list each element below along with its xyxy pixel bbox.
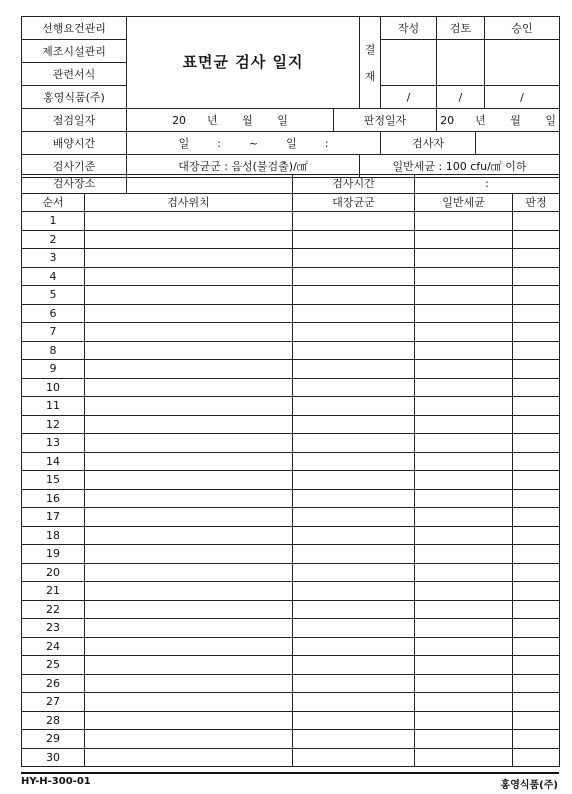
row-general-bacteria-cell[interactable] — [415, 637, 513, 656]
row-location-cell[interactable] — [85, 286, 293, 305]
row-coliform-cell[interactable] — [293, 489, 415, 508]
row-location-cell[interactable] — [85, 748, 293, 767]
table-row — [22, 619, 560, 638]
row-judgement-cell[interactable] — [513, 415, 560, 434]
culture-end-day: 일 — [286, 136, 297, 150]
label-prerequisite: 선행요건관리 — [22, 17, 127, 40]
col-header-judgement: 판정 — [513, 193, 560, 212]
culture-end-colon: : — [324, 136, 329, 150]
row-number: 12 — [22, 415, 85, 434]
row-number: 18 — [22, 526, 85, 545]
row-general-bacteria-cell[interactable] — [415, 360, 513, 379]
row-number: 26 — [22, 674, 85, 693]
row-general-bacteria-cell[interactable] — [415, 249, 513, 268]
approval-label — [360, 17, 381, 109]
table-row — [22, 489, 560, 508]
approval-label-top: 결 — [364, 42, 376, 56]
place-value[interactable] — [127, 175, 293, 194]
label-company: 홍영식품(주) — [22, 86, 127, 109]
approval-col-write: 작성 — [381, 17, 437, 40]
row-judgement-cell[interactable] — [513, 286, 560, 305]
judge-year-prefix: 20 — [440, 113, 455, 127]
row-coliform-cell[interactable] — [293, 230, 415, 249]
date-year-prefix: 20 — [172, 113, 187, 127]
row-general-bacteria-cell[interactable] — [415, 415, 513, 434]
col-header-coliform: 대장균군 — [293, 193, 415, 212]
row-judgement-cell[interactable] — [513, 323, 560, 342]
row-location-cell[interactable] — [85, 304, 293, 323]
inspection-table — [21, 174, 560, 767]
footer-company: 홍영식품(주) — [500, 780, 558, 791]
row-coliform-cell[interactable] — [293, 674, 415, 693]
row-location-cell[interactable] — [85, 637, 293, 656]
row-judgement-cell[interactable] — [513, 711, 560, 730]
inspector-value[interactable] — [476, 132, 560, 155]
row-location-cell[interactable] — [85, 545, 293, 564]
row-number: 11 — [22, 397, 85, 416]
table-row — [22, 434, 560, 453]
criteria-coliform: 대장균군 : 음성(불검출)/㎠ — [127, 155, 360, 178]
row-judgement-cell[interactable] — [513, 619, 560, 638]
row-location-cell[interactable] — [85, 212, 293, 231]
culture-start-colon: : — [217, 136, 221, 150]
row-judgement-cell[interactable] — [513, 637, 560, 656]
row-location-cell[interactable] — [85, 582, 293, 601]
row-location-cell[interactable] — [85, 730, 293, 749]
row-coliform-cell[interactable] — [293, 600, 415, 619]
row-number: 2 — [22, 230, 85, 249]
row-coliform-cell[interactable] — [293, 341, 415, 360]
row-general-bacteria-cell[interactable] — [415, 508, 513, 527]
row-location-cell[interactable] — [85, 415, 293, 434]
label-facility: 제조시설관리 — [22, 40, 127, 63]
row-coliform-cell[interactable] — [293, 397, 415, 416]
row-judgement-cell[interactable] — [513, 471, 560, 490]
col-header-general-bacteria: 일반세균 — [415, 193, 513, 212]
row-general-bacteria-cell[interactable] — [415, 323, 513, 342]
document-code: HY-H-300-01 — [21, 776, 91, 787]
row-number: 3 — [22, 249, 85, 268]
time-label: 검사시간 — [293, 175, 415, 194]
row-coliform-cell[interactable] — [293, 730, 415, 749]
row-general-bacteria-cell[interactable] — [415, 526, 513, 545]
date-day-unit: 일 — [277, 113, 288, 127]
row-coliform-cell[interactable] — [293, 323, 415, 342]
table-row — [22, 656, 560, 675]
row-general-bacteria-cell[interactable] — [415, 563, 513, 582]
culture-start-day: 일 — [178, 136, 190, 150]
col-header-order: 순서 — [22, 193, 85, 212]
row-coliform-cell[interactable] — [293, 508, 415, 527]
col-header-location: 검사위치 — [85, 193, 293, 212]
row-location-cell[interactable] — [85, 674, 293, 693]
row-number: 10 — [22, 378, 85, 397]
row-number: 19 — [22, 545, 85, 564]
sign-box-approve[interactable] — [485, 40, 560, 86]
criteria-label: 검사기준 — [22, 155, 127, 178]
row-coliform-cell[interactable] — [293, 545, 415, 564]
culture-tilde: ~ — [248, 136, 259, 150]
row-judgement-cell[interactable] — [513, 693, 560, 712]
footer-divider — [21, 772, 559, 774]
place-label: 검사장소 — [22, 175, 127, 194]
row-location-cell[interactable] — [85, 434, 293, 453]
header-table — [21, 16, 560, 178]
table-row — [22, 249, 560, 268]
row-number: 23 — [22, 619, 85, 638]
table-row — [22, 748, 560, 767]
row-location-cell[interactable] — [85, 619, 293, 638]
row-number: 21 — [22, 582, 85, 601]
row-number: 7 — [22, 323, 85, 342]
row-coliform-cell[interactable] — [293, 563, 415, 582]
row-location-cell[interactable] — [85, 230, 293, 249]
sign-box-write[interactable] — [381, 40, 437, 86]
row-general-bacteria-cell[interactable] — [415, 711, 513, 730]
row-judgement-cell[interactable] — [513, 341, 560, 360]
row-general-bacteria-cell[interactable] — [415, 212, 513, 231]
date-box-review[interactable]: / — [437, 86, 485, 109]
row-coliform-cell[interactable] — [293, 360, 415, 379]
row-number: 28 — [22, 711, 85, 730]
row-judgement-cell[interactable] — [513, 563, 560, 582]
row-coliform-cell[interactable] — [293, 249, 415, 268]
table-row — [22, 230, 560, 249]
row-judgement-cell[interactable] — [513, 378, 560, 397]
judge-day-unit: 일 — [545, 113, 556, 127]
approval-label-bottom: 재 — [364, 69, 376, 83]
table-row — [22, 637, 560, 656]
row-coliform-cell[interactable] — [293, 748, 415, 767]
judge-month-unit: 월 — [510, 113, 521, 127]
row-general-bacteria-cell[interactable] — [415, 434, 513, 453]
row-location-cell[interactable] — [85, 378, 293, 397]
table-row — [22, 397, 560, 416]
row-judgement-cell[interactable] — [513, 452, 560, 471]
row-location-cell[interactable] — [85, 711, 293, 730]
row-number: 9 — [22, 360, 85, 379]
row-judgement-cell[interactable] — [513, 360, 560, 379]
row-location-cell[interactable] — [85, 563, 293, 582]
table-row — [22, 582, 560, 601]
row-number: 17 — [22, 508, 85, 527]
row-coliform-cell[interactable] — [293, 693, 415, 712]
row-judgement-cell[interactable] — [513, 267, 560, 286]
row-location-cell[interactable] — [85, 360, 293, 379]
table-row — [22, 341, 560, 360]
row-location-cell[interactable] — [85, 397, 293, 416]
row-general-bacteria-cell[interactable] — [415, 230, 513, 249]
row-location-cell[interactable] — [85, 341, 293, 360]
inspector-label: 검사자 — [381, 132, 476, 155]
date-box-write[interactable]: / — [381, 86, 437, 109]
row-judgement-cell[interactable] — [513, 397, 560, 416]
row-general-bacteria-cell[interactable] — [415, 304, 513, 323]
row-coliform-cell[interactable] — [293, 711, 415, 730]
row-number: 6 — [22, 304, 85, 323]
row-general-bacteria-cell[interactable] — [415, 286, 513, 305]
table-row — [22, 545, 560, 564]
table-row — [22, 508, 560, 527]
row-number: 13 — [22, 434, 85, 453]
row-judgement-cell[interactable] — [513, 600, 560, 619]
table-row — [22, 471, 560, 490]
row-coliform-cell[interactable] — [293, 526, 415, 545]
row-judgement-cell[interactable] — [513, 304, 560, 323]
judge-date-label: 판정일자 — [334, 109, 437, 132]
row-general-bacteria-cell[interactable] — [415, 693, 513, 712]
row-coliform-cell[interactable] — [293, 656, 415, 675]
table-row — [22, 304, 560, 323]
judge-date-value[interactable] — [437, 109, 560, 132]
row-number: 15 — [22, 471, 85, 490]
row-judgement-cell[interactable] — [513, 582, 560, 601]
judge-year-unit: 년 — [475, 113, 486, 127]
date-box-approve[interactable]: / — [485, 86, 560, 109]
table-row — [22, 674, 560, 693]
row-coliform-cell[interactable] — [293, 286, 415, 305]
row-general-bacteria-cell[interactable] — [415, 397, 513, 416]
table-row — [22, 212, 560, 231]
table-row — [22, 286, 560, 305]
approval-col-review: 검토 — [437, 17, 485, 40]
row-coliform-cell[interactable] — [293, 637, 415, 656]
row-location-cell[interactable] — [85, 249, 293, 268]
label-related-form: 관련서식 — [22, 63, 127, 86]
row-general-bacteria-cell[interactable] — [415, 600, 513, 619]
row-general-bacteria-cell[interactable] — [415, 748, 513, 767]
row-number: 25 — [22, 656, 85, 675]
row-number: 22 — [22, 600, 85, 619]
row-location-cell[interactable] — [85, 508, 293, 527]
row-location-cell[interactable] — [85, 452, 293, 471]
row-general-bacteria-cell[interactable] — [415, 267, 513, 286]
row-judgement-cell[interactable] — [513, 656, 560, 675]
row-coliform-cell[interactable] — [293, 212, 415, 231]
row-location-cell[interactable] — [85, 600, 293, 619]
row-coliform-cell[interactable] — [293, 378, 415, 397]
row-location-cell[interactable] — [85, 526, 293, 545]
inspection-rows — [22, 212, 560, 767]
row-general-bacteria-cell[interactable] — [415, 452, 513, 471]
table-row — [22, 452, 560, 471]
table-row — [22, 323, 560, 342]
row-number: 5 — [22, 286, 85, 305]
row-judgement-cell[interactable] — [513, 489, 560, 508]
row-general-bacteria-cell[interactable] — [415, 341, 513, 360]
row-coliform-cell[interactable] — [293, 434, 415, 453]
time-value[interactable]: : — [415, 175, 560, 194]
row-coliform-cell[interactable] — [293, 304, 415, 323]
row-general-bacteria-cell[interactable] — [415, 730, 513, 749]
table-row — [22, 415, 560, 434]
row-judgement-cell[interactable] — [513, 249, 560, 268]
row-location-cell[interactable] — [85, 693, 293, 712]
row-coliform-cell[interactable] — [293, 471, 415, 490]
row-general-bacteria-cell[interactable] — [415, 619, 513, 638]
inspect-date-value[interactable] — [127, 109, 334, 132]
row-coliform-cell[interactable] — [293, 415, 415, 434]
row-general-bacteria-cell[interactable] — [415, 656, 513, 675]
row-general-bacteria-cell[interactable] — [415, 545, 513, 564]
sign-box-review[interactable] — [437, 40, 485, 86]
table-row — [22, 563, 560, 582]
table-row — [22, 693, 560, 712]
table-row — [22, 267, 560, 286]
table-row — [22, 711, 560, 730]
row-location-cell[interactable] — [85, 489, 293, 508]
row-location-cell[interactable] — [85, 656, 293, 675]
row-number: 4 — [22, 267, 85, 286]
row-number: 16 — [22, 489, 85, 508]
row-judgement-cell[interactable] — [513, 434, 560, 453]
row-general-bacteria-cell[interactable] — [415, 674, 513, 693]
date-year-unit: 년 — [207, 113, 218, 127]
culture-time-label: 배양시간 — [22, 132, 127, 155]
table-row — [22, 360, 560, 379]
row-judgement-cell[interactable] — [513, 748, 560, 767]
row-number: 29 — [22, 730, 85, 749]
table-row — [22, 526, 560, 545]
page-title: 표면균 검사 일지 — [127, 17, 360, 109]
row-general-bacteria-cell[interactable] — [415, 582, 513, 601]
culture-time-value[interactable] — [127, 132, 381, 155]
row-location-cell[interactable] — [85, 471, 293, 490]
row-coliform-cell[interactable] — [293, 582, 415, 601]
row-location-cell[interactable] — [85, 267, 293, 286]
row-general-bacteria-cell[interactable] — [415, 378, 513, 397]
row-judgement-cell[interactable] — [513, 730, 560, 749]
row-number: 14 — [22, 452, 85, 471]
row-general-bacteria-cell[interactable] — [415, 489, 513, 508]
table-row — [22, 600, 560, 619]
row-number: 8 — [22, 341, 85, 360]
row-judgement-cell[interactable] — [513, 545, 560, 564]
table-row — [22, 378, 560, 397]
approval-col-approve: 승인 — [485, 17, 560, 40]
row-coliform-cell[interactable] — [293, 619, 415, 638]
row-coliform-cell[interactable] — [293, 267, 415, 286]
row-location-cell[interactable] — [85, 323, 293, 342]
row-general-bacteria-cell[interactable] — [415, 471, 513, 490]
row-number: 30 — [22, 748, 85, 767]
row-number: 27 — [22, 693, 85, 712]
row-judgement-cell[interactable] — [513, 674, 560, 693]
row-number: 1 — [22, 212, 85, 231]
inspect-date-label: 점검일자 — [22, 109, 127, 132]
row-number: 20 — [22, 563, 85, 582]
row-judgement-cell[interactable] — [513, 526, 560, 545]
row-coliform-cell[interactable] — [293, 452, 415, 471]
row-number: 24 — [22, 637, 85, 656]
date-month-unit: 월 — [242, 113, 253, 127]
row-judgement-cell[interactable] — [513, 508, 560, 527]
criteria-general-bacteria: 일반세균 : 100 cfu/㎠ 이하 — [360, 155, 560, 178]
row-judgement-cell[interactable] — [513, 230, 560, 249]
table-row — [22, 730, 560, 749]
row-judgement-cell[interactable] — [513, 212, 560, 231]
